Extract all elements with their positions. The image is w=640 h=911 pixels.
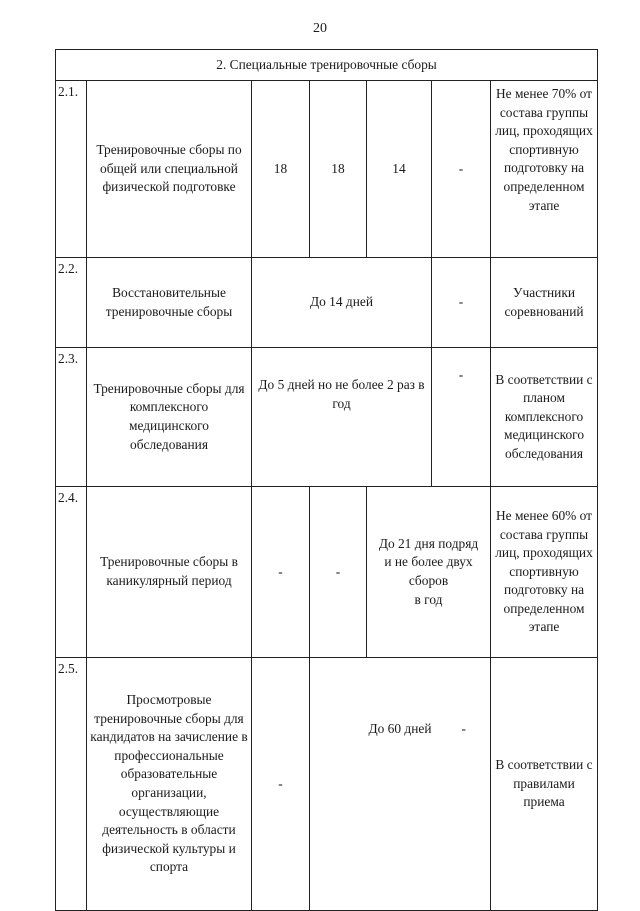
row-number: 2.5. [56, 658, 87, 911]
camp-name: Тренировочные сборы в каникулярный период [87, 487, 252, 658]
days-value: - [461, 721, 466, 736]
days-value: - [432, 258, 491, 348]
table-row [56, 258, 598, 348]
duration: До 5 дней но не более 2 раз в год [252, 348, 432, 487]
table-row [56, 658, 598, 911]
days-value: - [252, 487, 310, 658]
row-number: 2.4. [56, 487, 87, 658]
table-row [56, 348, 598, 487]
days-value: 18 [310, 81, 367, 258]
section-heading-row [56, 50, 598, 81]
participants: Не менее 60% от состава группы лиц, проходящих спортивную подготовку на определенном этапе [491, 487, 598, 658]
table-row [56, 81, 598, 258]
duration: До 60 дней - [310, 658, 491, 911]
camp-name: Тренировочные сборы для комплексного медицинского обследования [87, 348, 252, 487]
row-number: 2.1. [56, 81, 87, 258]
participants: В соответствии с планом комплексного медицинского обследования [491, 348, 598, 487]
section-heading: 2. Специальные тренировочные сборы [56, 50, 598, 81]
participants: В соответствии с правилами приема [491, 658, 598, 911]
days-value: - [310, 487, 367, 658]
camp-name: Тренировочные сборы по общей или специальной физической подготовке [87, 81, 252, 258]
days-value: - [432, 81, 491, 258]
participants: Участники соревнований [491, 258, 598, 348]
row-number: 2.2. [56, 258, 87, 348]
page-number: 20 [313, 21, 327, 36]
camp-name: Просмотровые тренировочные сборы для кандидатов на зачисление в профессиональные образовательные организации, осуществляющие деятельность в области физической культуры и спорта [87, 658, 252, 911]
row-number: 2.3. [56, 348, 87, 487]
training-camps-table [55, 49, 598, 911]
days-value: - [432, 348, 491, 487]
duration: До 21 дня подряд и не более двух сборов в год [367, 487, 491, 658]
days-value: 18 [252, 81, 310, 258]
table-row [56, 487, 598, 658]
participants: Не менее 70% от состава группы лиц, проходящих спортивную подготовку на определенном этапе [491, 81, 598, 258]
duration: До 14 дней [252, 258, 432, 348]
camp-name: Восстановительные тренировочные сборы [87, 258, 252, 348]
days-value: - [252, 658, 310, 911]
days-value: 14 [367, 81, 432, 258]
